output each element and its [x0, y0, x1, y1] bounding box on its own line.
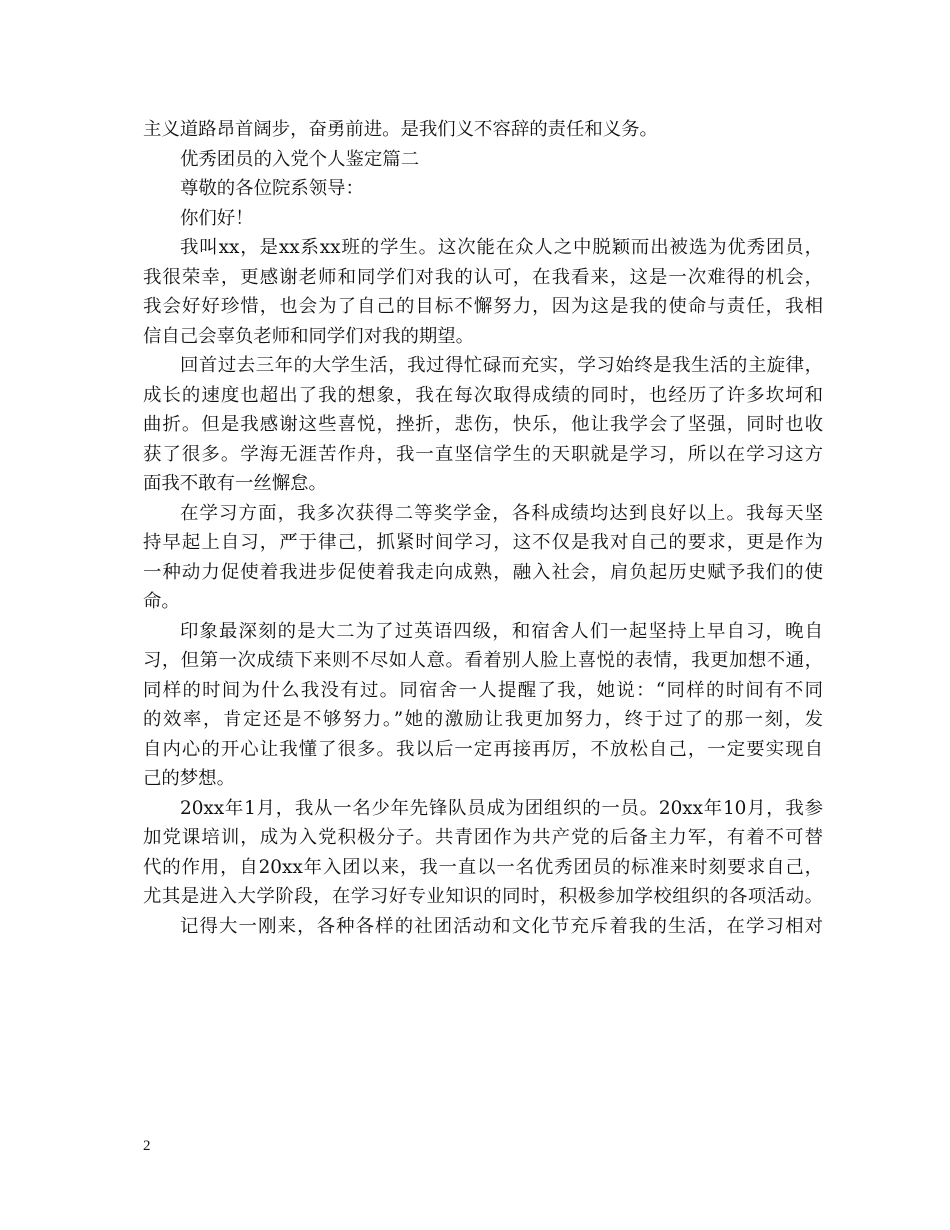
text-line: 己的梦想。: [143, 768, 235, 789]
text-line: 我叫xx，是xx系xx班的学生。这次能在众人之中脱颖而出被选为优秀团员，: [180, 237, 823, 258]
text-line: 尊敬的各位院系领导：: [180, 178, 364, 199]
text-line: 获了很多。学海无涯苦作舟，我一直坚信学生的天职就是学习，所以在学习这方: [143, 443, 823, 465]
text-line: 代的作用，自20xx年入团以来，我一直以一名优秀团员的标准来时刻要求自己，: [143, 856, 823, 878]
text-line: 在学习方面，我多次获得二等奖学金，各科成绩均达到良好以上。我每天坚: [180, 502, 823, 524]
text-line: 20xx年1月，我从一名少年先锋队员成为团组织的一员。20xx年10月，我参: [180, 797, 823, 819]
text-line: 的效率，肯定还是不够努力。”她的激励让我更加努力，终于过了的那一刻，发: [143, 709, 823, 730]
text-line: 一种动力促使着我进步促使着我走向成熟，融入社会，肩负起历史赋予我们的使: [143, 561, 823, 583]
text-line: 记得大一刚来，各种各样的社团活动和文化节充斥着我的生活，在学习相对: [180, 915, 823, 937]
text-line: 回首过去三年的大学生活，我过得忙碌而充实，学习始终是我生活的主旋律，: [180, 355, 823, 376]
text-line: 曲折。但是我感谢这些喜悦，挫折，悲伤，快乐，他让我学会了坚强，同时也收: [143, 414, 823, 435]
page-number: 2: [143, 1138, 151, 1154]
text-line: 我很荣幸，更感谢老师和同学们对我的认可，在我看来，这是一次难得的机会，: [143, 266, 823, 288]
text-line: 尤其是进入大学阶段，在学习好专业知识的同时，积极参加学校组织的各项活动。: [143, 886, 823, 907]
text-line: 成长的速度也超出了我的想象，我在每次取得成绩的同时，也经历了许多坎坷和: [143, 384, 823, 406]
text-line: 主义道路昂首阔步，奋勇前进。是我们义不容辞的责任和义务。: [143, 119, 658, 140]
text-line: 你们好！: [180, 207, 254, 229]
document-body: [143, 115, 823, 941]
text-line: 自内心的开心让我懂了很多。我以后一定再接再厉，不放松自己，一定要实现自: [143, 738, 823, 760]
text-line: 同样的时间为什么我没有过。同宿舍一人提醒了我，她说：“同样的时间有不同: [143, 679, 823, 701]
text-line: 持早起上自习，严于律己，抓紧时间学习，这不仅是我对自己的要求，更是作为: [143, 532, 823, 553]
text-line: 加党课培训，成为入党积极分子。共青团作为共产党的后备主力军，有着不可替: [143, 827, 823, 848]
text-line: 我会好好珍惜，也会为了自己的目标不懈努力，因为这是我的使命与责任，我相: [143, 296, 823, 317]
text-line: 面我不敢有一丝懈怠。: [143, 473, 327, 494]
text-line: 优秀团员的入党个人鉴定篇二: [180, 148, 420, 170]
text-line: 命。: [143, 591, 180, 612]
text-line: 印象最深刻的是大二为了过英语四级，和宿舍人们一起坚持上早自习，晚自: [180, 620, 823, 642]
text-line: 习，但第一次成绩下来则不尽如人意。看着别人脸上喜悦的表情，我更加想不通，: [143, 650, 823, 671]
text-line: 信自己会辜负老师和同学们对我的期望。: [143, 325, 475, 347]
